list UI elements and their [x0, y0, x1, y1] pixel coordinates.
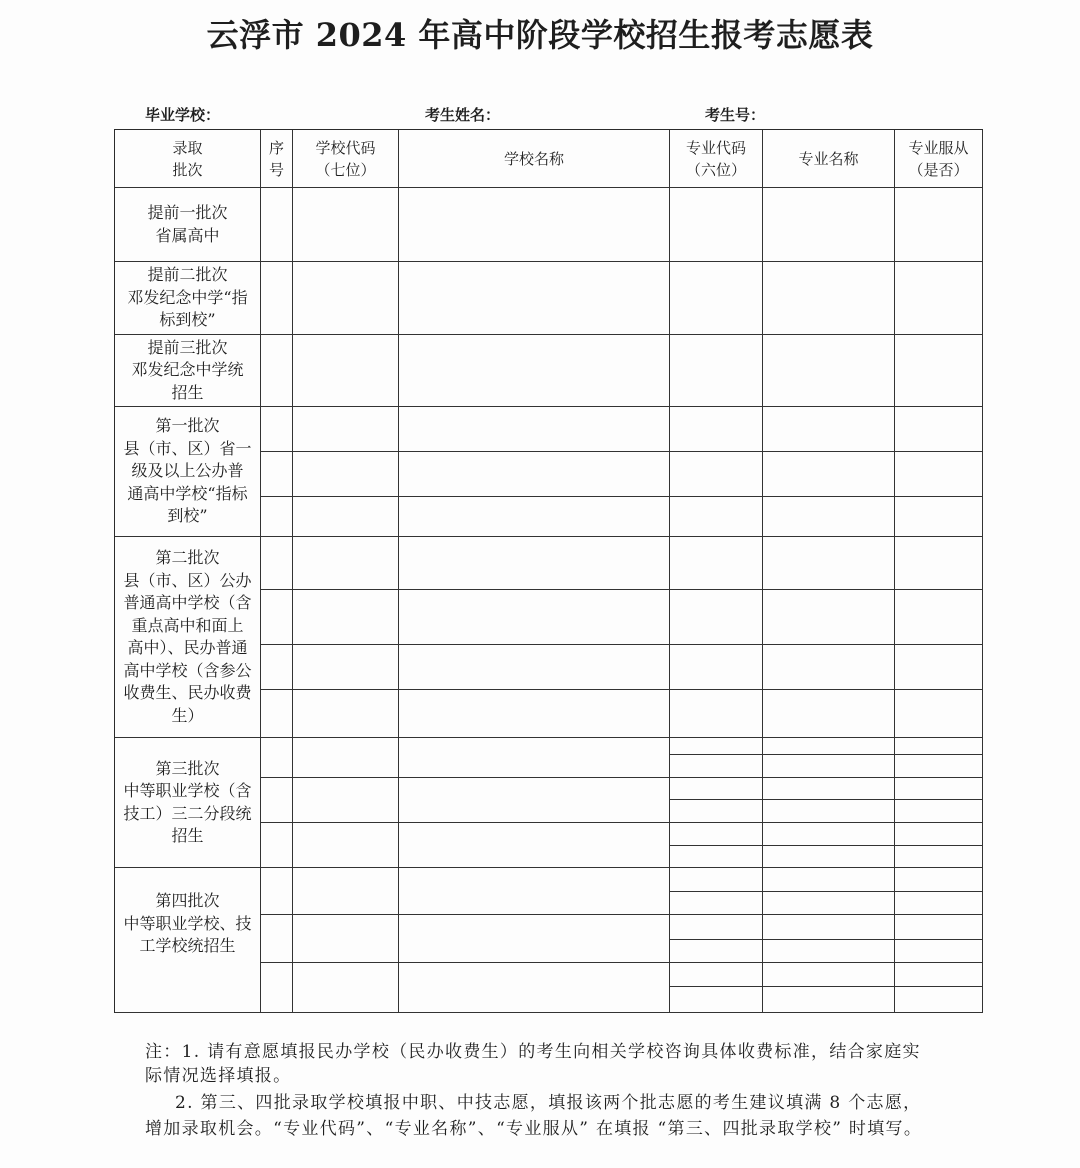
- school-name-cell: [399, 868, 670, 915]
- major-name-cell: [763, 188, 895, 262]
- major-obey-cell: [895, 868, 983, 892]
- major-code-cell: [670, 846, 763, 868]
- school-name-cell: [399, 963, 670, 1013]
- major-obey-cell: [895, 188, 983, 262]
- seq-number-cell: [261, 868, 293, 915]
- seq-number-cell: [261, 335, 293, 407]
- major-code-cell: [670, 497, 763, 537]
- major-obey-cell: [895, 452, 983, 497]
- major-name-cell: [763, 537, 895, 590]
- major-code-cell: [670, 335, 763, 407]
- major-obey-cell: [895, 846, 983, 868]
- major-code-cell: [670, 778, 763, 800]
- major-obey-cell: [895, 823, 983, 846]
- seq-number-cell: [261, 407, 293, 452]
- school-name-cell: [399, 590, 670, 645]
- school-name-cell: [399, 262, 670, 335]
- major-code-cell: [670, 188, 763, 262]
- major-code-cell: [670, 823, 763, 846]
- major-name-cell: [763, 738, 895, 755]
- school-name-cell: [399, 690, 670, 738]
- school-name-cell: [399, 407, 670, 452]
- major-code-cell: [670, 645, 763, 690]
- school-code-cell: [293, 690, 399, 738]
- major-code-cell: [670, 407, 763, 452]
- major-name-cell: [763, 497, 895, 537]
- header-school-code: 学校代码 （七位）: [293, 130, 399, 188]
- candidate-name-label: 考生姓名：: [425, 106, 501, 124]
- major-name-cell: [763, 407, 895, 452]
- school-name-cell: [399, 778, 670, 823]
- major-obey-cell: [895, 407, 983, 452]
- header-school-name: 学校名称: [399, 130, 670, 188]
- note-line: 2. 第三、四批录取学校填报中职、中技志愿，填报该两个批志愿的考生建议填满 8 个志愿，: [175, 1093, 922, 1113]
- school-name-cell: [399, 738, 670, 778]
- candidate-number-label: 考生号：: [705, 106, 766, 124]
- school-name-cell: [399, 537, 670, 590]
- major-obey-cell: [895, 963, 983, 987]
- major-obey-cell: [895, 778, 983, 800]
- major-name-cell: [763, 915, 895, 940]
- major-name-cell: [763, 590, 895, 645]
- school-name-cell: [399, 497, 670, 537]
- major-name-cell: [763, 452, 895, 497]
- seq-number-cell: [261, 690, 293, 738]
- school-code-cell: [293, 778, 399, 823]
- seq-number-cell: [261, 823, 293, 868]
- major-code-cell: [670, 800, 763, 823]
- batch-label-second: 第二批次 县（市、区）公办 普通高中学校（含 重点高中和面上 高中）、民办普通 高中学校（含参公 收费生、民办收费 生）: [115, 537, 261, 738]
- major-code-cell: [670, 940, 763, 963]
- school-code-cell: [293, 868, 399, 915]
- major-code-cell: [670, 755, 763, 778]
- school-code-cell: [293, 452, 399, 497]
- graduation-school-label: 毕业学校：: [145, 106, 221, 124]
- major-name-cell: [763, 262, 895, 335]
- major-obey-cell: [895, 645, 983, 690]
- major-code-cell: [670, 262, 763, 335]
- school-code-cell: [293, 407, 399, 452]
- seq-number-cell: [261, 262, 293, 335]
- school-name-cell: [399, 915, 670, 963]
- major-name-cell: [763, 645, 895, 690]
- major-obey-cell: [895, 497, 983, 537]
- seq-number-cell: [261, 915, 293, 963]
- major-obey-cell: [895, 590, 983, 645]
- major-code-cell: [670, 452, 763, 497]
- major-code-cell: [670, 892, 763, 915]
- school-name-cell: [399, 452, 670, 497]
- note-line: 际情况选择填报。: [145, 1066, 292, 1086]
- major-obey-cell: [895, 690, 983, 738]
- major-code-cell: [670, 868, 763, 892]
- major-code-cell: [670, 738, 763, 755]
- school-code-cell: [293, 963, 399, 1013]
- major-obey-cell: [895, 335, 983, 407]
- major-name-cell: [763, 335, 895, 407]
- note-line: 注：1. 请有意愿填报民办学校（民办收费生）的考生向相关学校咨询具体收费标准，结合家庭实: [145, 1042, 921, 1062]
- seq-number-cell: [261, 963, 293, 1013]
- major-obey-cell: [895, 892, 983, 915]
- major-code-cell: [670, 690, 763, 738]
- major-code-cell: [670, 963, 763, 987]
- batch-label-early-3: 提前三批次 邓发纪念中学统 招生: [115, 335, 261, 407]
- major-name-cell: [763, 800, 895, 823]
- school-code-cell: [293, 262, 399, 335]
- major-obey-cell: [895, 915, 983, 940]
- school-name-cell: [399, 335, 670, 407]
- batch-label-third: 第三批次 中等职业学校（含 技工）三二分段统 招生: [115, 738, 261, 868]
- school-code-cell: [293, 537, 399, 590]
- seq-number-cell: [261, 778, 293, 823]
- major-code-cell: [670, 537, 763, 590]
- major-name-cell: [763, 892, 895, 915]
- major-name-cell: [763, 987, 895, 1013]
- seq-number-cell: [261, 452, 293, 497]
- major-name-cell: [763, 690, 895, 738]
- header-seq-number: 序 号: [261, 130, 293, 188]
- major-obey-cell: [895, 987, 983, 1013]
- major-obey-cell: [895, 738, 983, 755]
- major-code-cell: [670, 987, 763, 1013]
- school-code-cell: [293, 823, 399, 868]
- seq-number-cell: [261, 497, 293, 537]
- major-obey-cell: [895, 537, 983, 590]
- major-obey-cell: [895, 940, 983, 963]
- school-code-cell: [293, 335, 399, 407]
- major-name-cell: [763, 940, 895, 963]
- major-obey-cell: [895, 262, 983, 335]
- note-line: 增加录取机会。“专业代码”、“专业名称”、“专业服从” 在填报 “第三、四批录取学校” 时填写。: [145, 1119, 923, 1139]
- header-major-code: 专业代码 （六位）: [670, 130, 763, 188]
- school-code-cell: [293, 645, 399, 690]
- seq-number-cell: [261, 645, 293, 690]
- school-code-cell: [293, 497, 399, 537]
- batch-label-early-2: 提前二批次 邓发纪念中学“指 标到校”: [115, 262, 261, 335]
- seq-number-cell: [261, 738, 293, 778]
- major-name-cell: [763, 868, 895, 892]
- major-code-cell: [670, 915, 763, 940]
- batch-label-fourth: 第四批次 中等职业学校、技 工学校统招生: [115, 868, 261, 1013]
- major-name-cell: [763, 778, 895, 800]
- batch-label-first: 第一批次 县（市、区）省一 级及以上公办普 通高中学校“指标 到校”: [115, 407, 261, 537]
- school-name-cell: [399, 645, 670, 690]
- form-title: 云浮市 2024 年高中阶段学校招生报考志愿表: [206, 16, 874, 54]
- major-name-cell: [763, 963, 895, 987]
- major-name-cell: [763, 823, 895, 846]
- header-admission-batch: 录取 批次: [115, 130, 261, 188]
- major-name-cell: [763, 846, 895, 868]
- seq-number-cell: [261, 188, 293, 262]
- major-obey-cell: [895, 800, 983, 823]
- seq-number-cell: [261, 590, 293, 645]
- header-major-name: 专业名称: [763, 130, 895, 188]
- school-name-cell: [399, 188, 670, 262]
- major-name-cell: [763, 755, 895, 778]
- header-major-obey: 专业服从 （是否）: [895, 130, 983, 188]
- school-code-cell: [293, 738, 399, 778]
- major-obey-cell: [895, 755, 983, 778]
- school-code-cell: [293, 188, 399, 262]
- major-code-cell: [670, 590, 763, 645]
- school-name-cell: [399, 823, 670, 868]
- application-table: [114, 129, 983, 1013]
- seq-number-cell: [261, 537, 293, 590]
- school-code-cell: [293, 915, 399, 963]
- school-code-cell: [293, 590, 399, 645]
- batch-label-early-1: 提前一批次 省属高中: [115, 188, 261, 262]
